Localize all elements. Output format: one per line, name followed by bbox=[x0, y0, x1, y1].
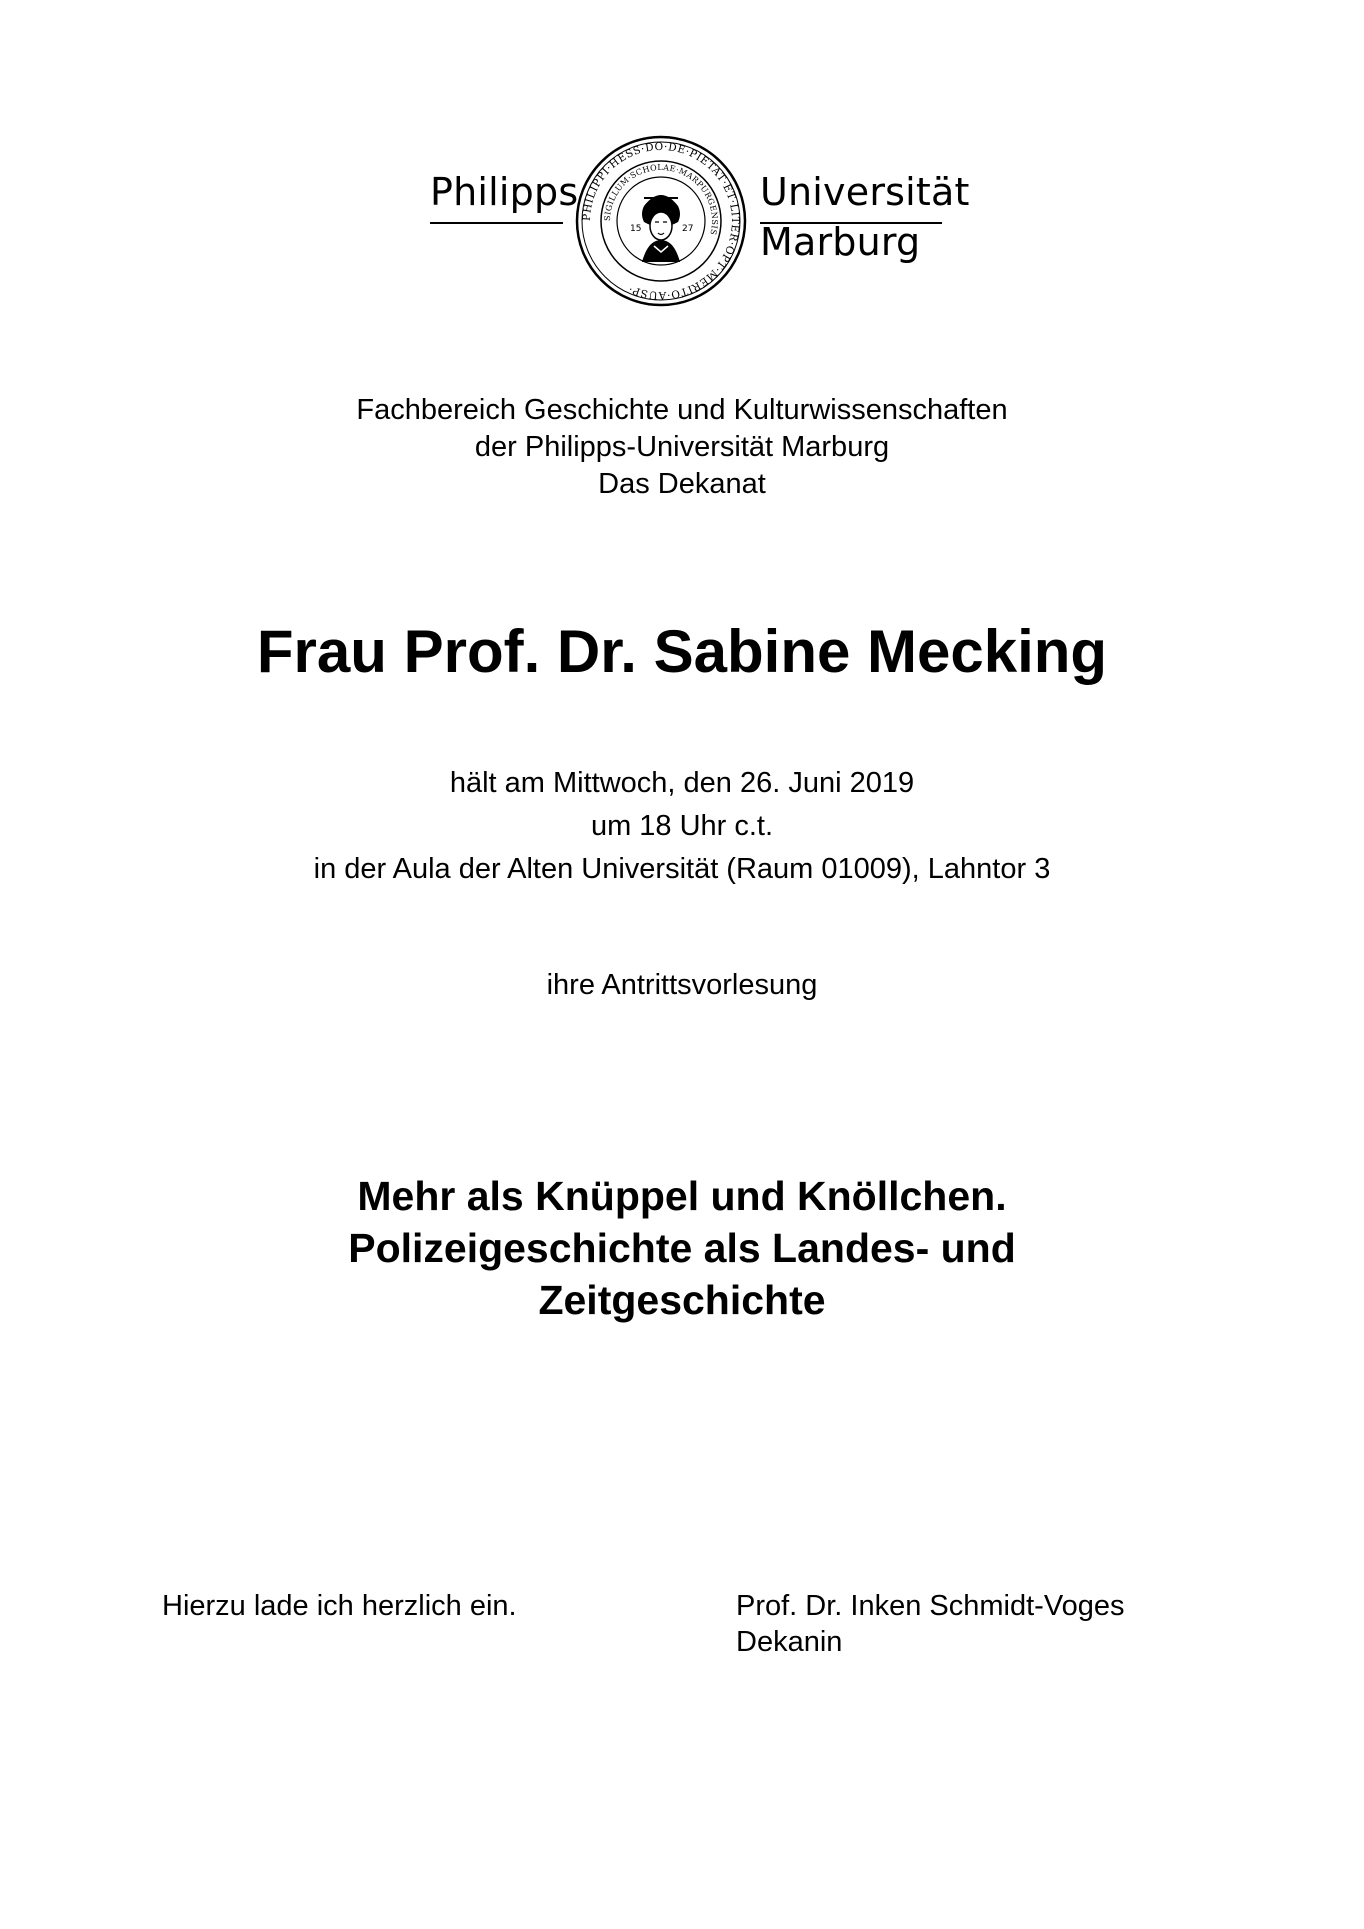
signature-role: Dekanin bbox=[736, 1626, 843, 1658]
seal-outer-text: PHILIPPI·HESS·DO·DE·PIETAT·ET·LITER·OPT·MERITO·AUSP· bbox=[580, 140, 742, 302]
event-details bbox=[0, 762, 1364, 891]
university-logo bbox=[430, 132, 970, 312]
logo-rule-left bbox=[430, 222, 563, 224]
logo-word-marburg: Marburg bbox=[760, 220, 921, 264]
faculty-header bbox=[0, 392, 1364, 503]
signature-name: Prof. Dr. Inken Schmidt-Voges bbox=[736, 1590, 1125, 1622]
seal-year-right: 27 bbox=[682, 224, 694, 234]
event-date: hält am Mittwoch, den 26. Juni 2019 bbox=[449, 767, 915, 799]
lecture-title-line: Mehr als Knüppel und Knöllchen. bbox=[357, 1173, 1007, 1219]
university-seal-icon bbox=[574, 134, 748, 308]
lecture-type: ihre Antrittsvorlesung bbox=[546, 969, 818, 1001]
invitation-text: Hierzu lade ich herzlich ein. bbox=[162, 1590, 517, 1622]
signature-block bbox=[736, 1588, 1124, 1660]
logo-word-universitaet: Universität bbox=[760, 170, 970, 214]
seal-portrait-icon bbox=[642, 195, 680, 262]
seal-inner-text: SIGILLUM·SCHOLAE·MARPURGENSIS bbox=[602, 162, 720, 237]
logo-word-philipps: Philipps bbox=[430, 170, 579, 214]
lecture-title bbox=[0, 1170, 1364, 1326]
faculty-line: der Philipps-Universität Marburg bbox=[474, 431, 890, 463]
speaker-name: Frau Prof. Dr. Sabine Mecking bbox=[256, 618, 1108, 685]
faculty-line: Das Dekanat bbox=[598, 468, 766, 500]
event-location: in der Aula der Alten Universität (Raum 01009), Lahntor 3 bbox=[313, 853, 1051, 885]
lecture-title-line: Polizeigeschichte als Landes- und bbox=[348, 1225, 1016, 1271]
event-time: um 18 Uhr c.t. bbox=[590, 810, 774, 842]
faculty-line: Fachbereich Geschichte und Kulturwissenschaften bbox=[356, 394, 1008, 426]
seal-year-left: 15 bbox=[630, 224, 642, 234]
lecture-title-line: Zeitgeschichte bbox=[538, 1277, 826, 1323]
